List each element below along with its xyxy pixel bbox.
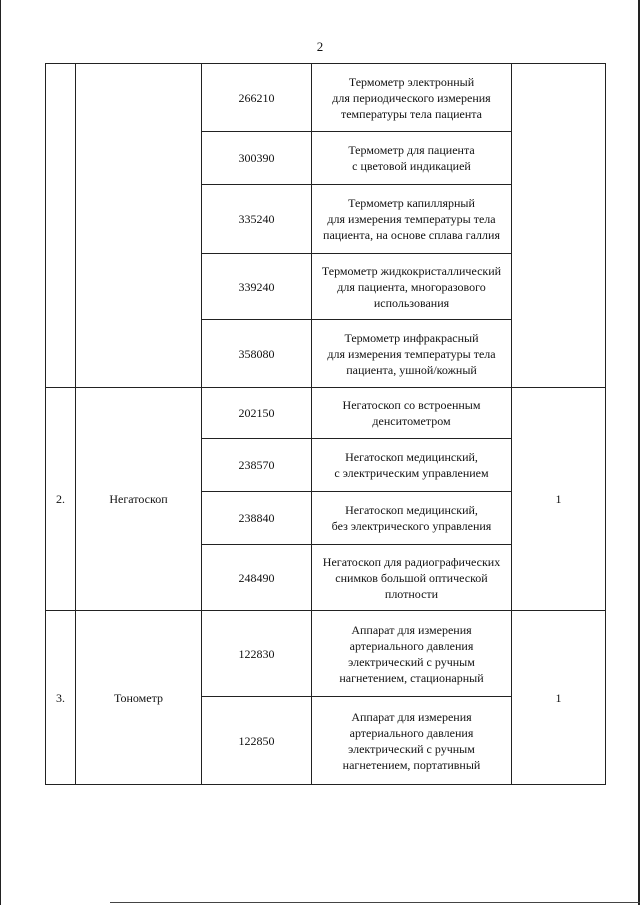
table-row <box>46 64 606 132</box>
group-number-cell <box>46 64 76 388</box>
description-cell: Негатоскоп медицинский, без электрического управления <box>312 492 512 545</box>
group-number-cell: 2. <box>46 388 76 611</box>
table-row <box>46 611 606 697</box>
code-cell: 238840 <box>202 492 312 545</box>
scan-edge-bottom <box>110 902 640 903</box>
quantity-cell: 1 <box>512 388 606 611</box>
code-cell: 339240 <box>202 254 312 320</box>
group-name-cell: Тонометр <box>76 611 202 785</box>
equipment-table <box>45 63 606 785</box>
page-number: 2 <box>316 39 324 54</box>
code-cell: 266210 <box>202 64 312 132</box>
description-cell: Негатоскоп со встроенным денситометром <box>312 388 512 439</box>
description-cell: Аппарат для измерения артериального давления электрический с ручным нагнетением, стационарный <box>312 611 512 697</box>
description-cell: Термометр инфракрасный для измерения температуры тела пациента, ушной/кожный <box>312 320 512 388</box>
group-name-cell <box>76 64 202 388</box>
code-cell: 202150 <box>202 388 312 439</box>
description-cell: Негатоскоп для радиографических снимков большой оптической плотности <box>312 545 512 611</box>
description-cell: Термометр капиллярный для измерения температуры тела пациента, на основе сплава галлия <box>312 185 512 254</box>
quantity-cell: 1 <box>512 611 606 785</box>
quantity-cell <box>512 64 606 388</box>
description-cell: Термометр жидкокристаллический для пациента, многоразового использования <box>312 254 512 320</box>
table-row <box>46 388 606 439</box>
group-number-cell: 3. <box>46 611 76 785</box>
description-cell: Негатоскоп медицинский, с электрическим управлением <box>312 439 512 492</box>
code-cell: 358080 <box>202 320 312 388</box>
code-cell: 335240 <box>202 185 312 254</box>
code-cell: 300390 <box>202 132 312 185</box>
code-cell: 238570 <box>202 439 312 492</box>
description-cell: Аппарат для измерения артериального давления электрический с ручным нагнетением, портативный <box>312 697 512 785</box>
code-cell: 122850 <box>202 697 312 785</box>
description-cell: Термометр электронный для периодического измерения температуры тела пациента <box>312 64 512 132</box>
scan-edge-left <box>0 0 1 905</box>
code-cell: 122830 <box>202 611 312 697</box>
group-name-cell: Негатоскоп <box>76 388 202 611</box>
code-cell: 248490 <box>202 545 312 611</box>
description-cell: Термометр для пациента с цветовой индикацией <box>312 132 512 185</box>
